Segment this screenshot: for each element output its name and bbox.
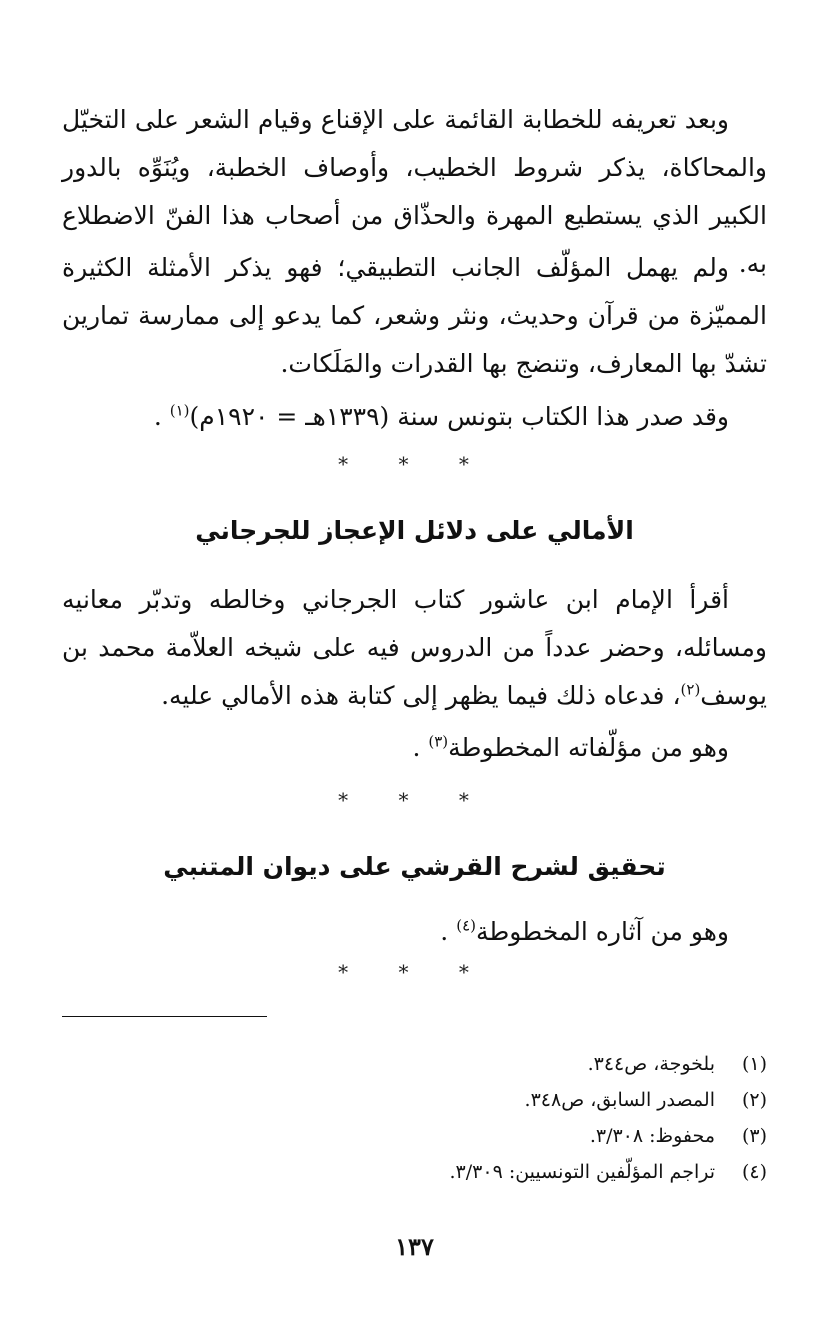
- paragraph-rhetoric-definition: وبعد تعريفه للخطابة القائمة على الإقناع وقيام الشعر على التخيّل والمحاكاة، يذكر شروط الخطيب، وأوصاف الخطبة، ويُنَوِّه بالدور الكبير الذي يستطيع المهرة والحذّاق من أصحاب هذا الفنّ الاضطلاع به.: [62, 105, 767, 278]
- footnote-number: (٢): [741, 1089, 767, 1111]
- section-heading-qurashi: تحقيق لشرح القرشي على ديوان المتنبي: [163, 852, 666, 881]
- footnote-ref-3: (٣): [428, 732, 449, 751]
- footnote-ref-4: (٤): [456, 916, 476, 935]
- section-separator: * * *: [338, 960, 491, 984]
- footnote-number: (١): [741, 1053, 767, 1075]
- publication-note: [62, 393, 767, 441]
- footnotes: [62, 1046, 767, 1190]
- section-separator: * * *: [338, 452, 491, 476]
- footnote-item: [62, 1154, 767, 1190]
- amali-note-end: .: [412, 733, 429, 762]
- footnote-divider: [62, 1016, 267, 1017]
- amali-note-text: وهو من مؤلّفاته المخطوطة: [448, 733, 729, 762]
- paragraph-amali-start: أقرأ الإمام ابن عاشور كتاب الجرجاني وخالطه وتدبّر معانيه ومسائله، وحضر عدداً من الدروس فيه على شيخه العلاّمة محمد بن يوسف: [62, 585, 767, 710]
- footnote-item: [62, 1082, 767, 1118]
- qurashi-note-end: .: [440, 917, 457, 946]
- publication-note-end: .: [153, 402, 170, 431]
- footnote-text: بلخوجة، ص٣٤٤.: [587, 1053, 715, 1075]
- page-number: ١٣٧: [395, 1232, 434, 1261]
- footnote-text: المصدر السابق، ص٣٤٨.: [524, 1089, 715, 1111]
- section-heading-amali: الأمالي على دلائل الإعجاز للجرجاني: [195, 516, 634, 545]
- footnote-text: محفوظ: ٣/٣٠٨.: [589, 1125, 715, 1147]
- paragraph-applied-side: ولم يهمل المؤلّف الجانب التطبيقي؛ فهو يذكر الأمثلة الكثيرة المميّزة من قرآن وحديث، ونثر وشعر، كما يدعو إلى ممارسة تمارين تشدّ بها المعارف، وتنضج بها القدرات والمَلَكات.: [62, 253, 767, 378]
- section-separator: * * *: [338, 788, 491, 812]
- footnote-number: (٣): [741, 1125, 767, 1147]
- footnote-ref-1: (١): [169, 401, 190, 420]
- footnote-number: (٤): [741, 1161, 767, 1183]
- publication-note-text: وقد صدر هذا الكتاب بتونس سنة (١٣٣٩هـ = ١٩٢٠م): [189, 402, 729, 431]
- footnote-item: [62, 1046, 767, 1082]
- qurashi-note-text: وهو من آثاره المخطوطة: [475, 917, 729, 946]
- footnote-text: تراجم المؤلّفين التونسيين: ٣/٣٠٩.: [449, 1161, 715, 1183]
- qurashi-manuscript-note: [62, 908, 767, 956]
- paragraph-amali-end: ، فدعاه ذلك فيما يظهر إلى كتابة هذه الأمالي عليه.: [161, 681, 681, 710]
- paragraph-amali: [62, 576, 767, 720]
- amali-manuscript-note: [62, 724, 767, 772]
- footnote-item: [62, 1118, 767, 1154]
- footnote-ref-2: (٢): [680, 680, 701, 699]
